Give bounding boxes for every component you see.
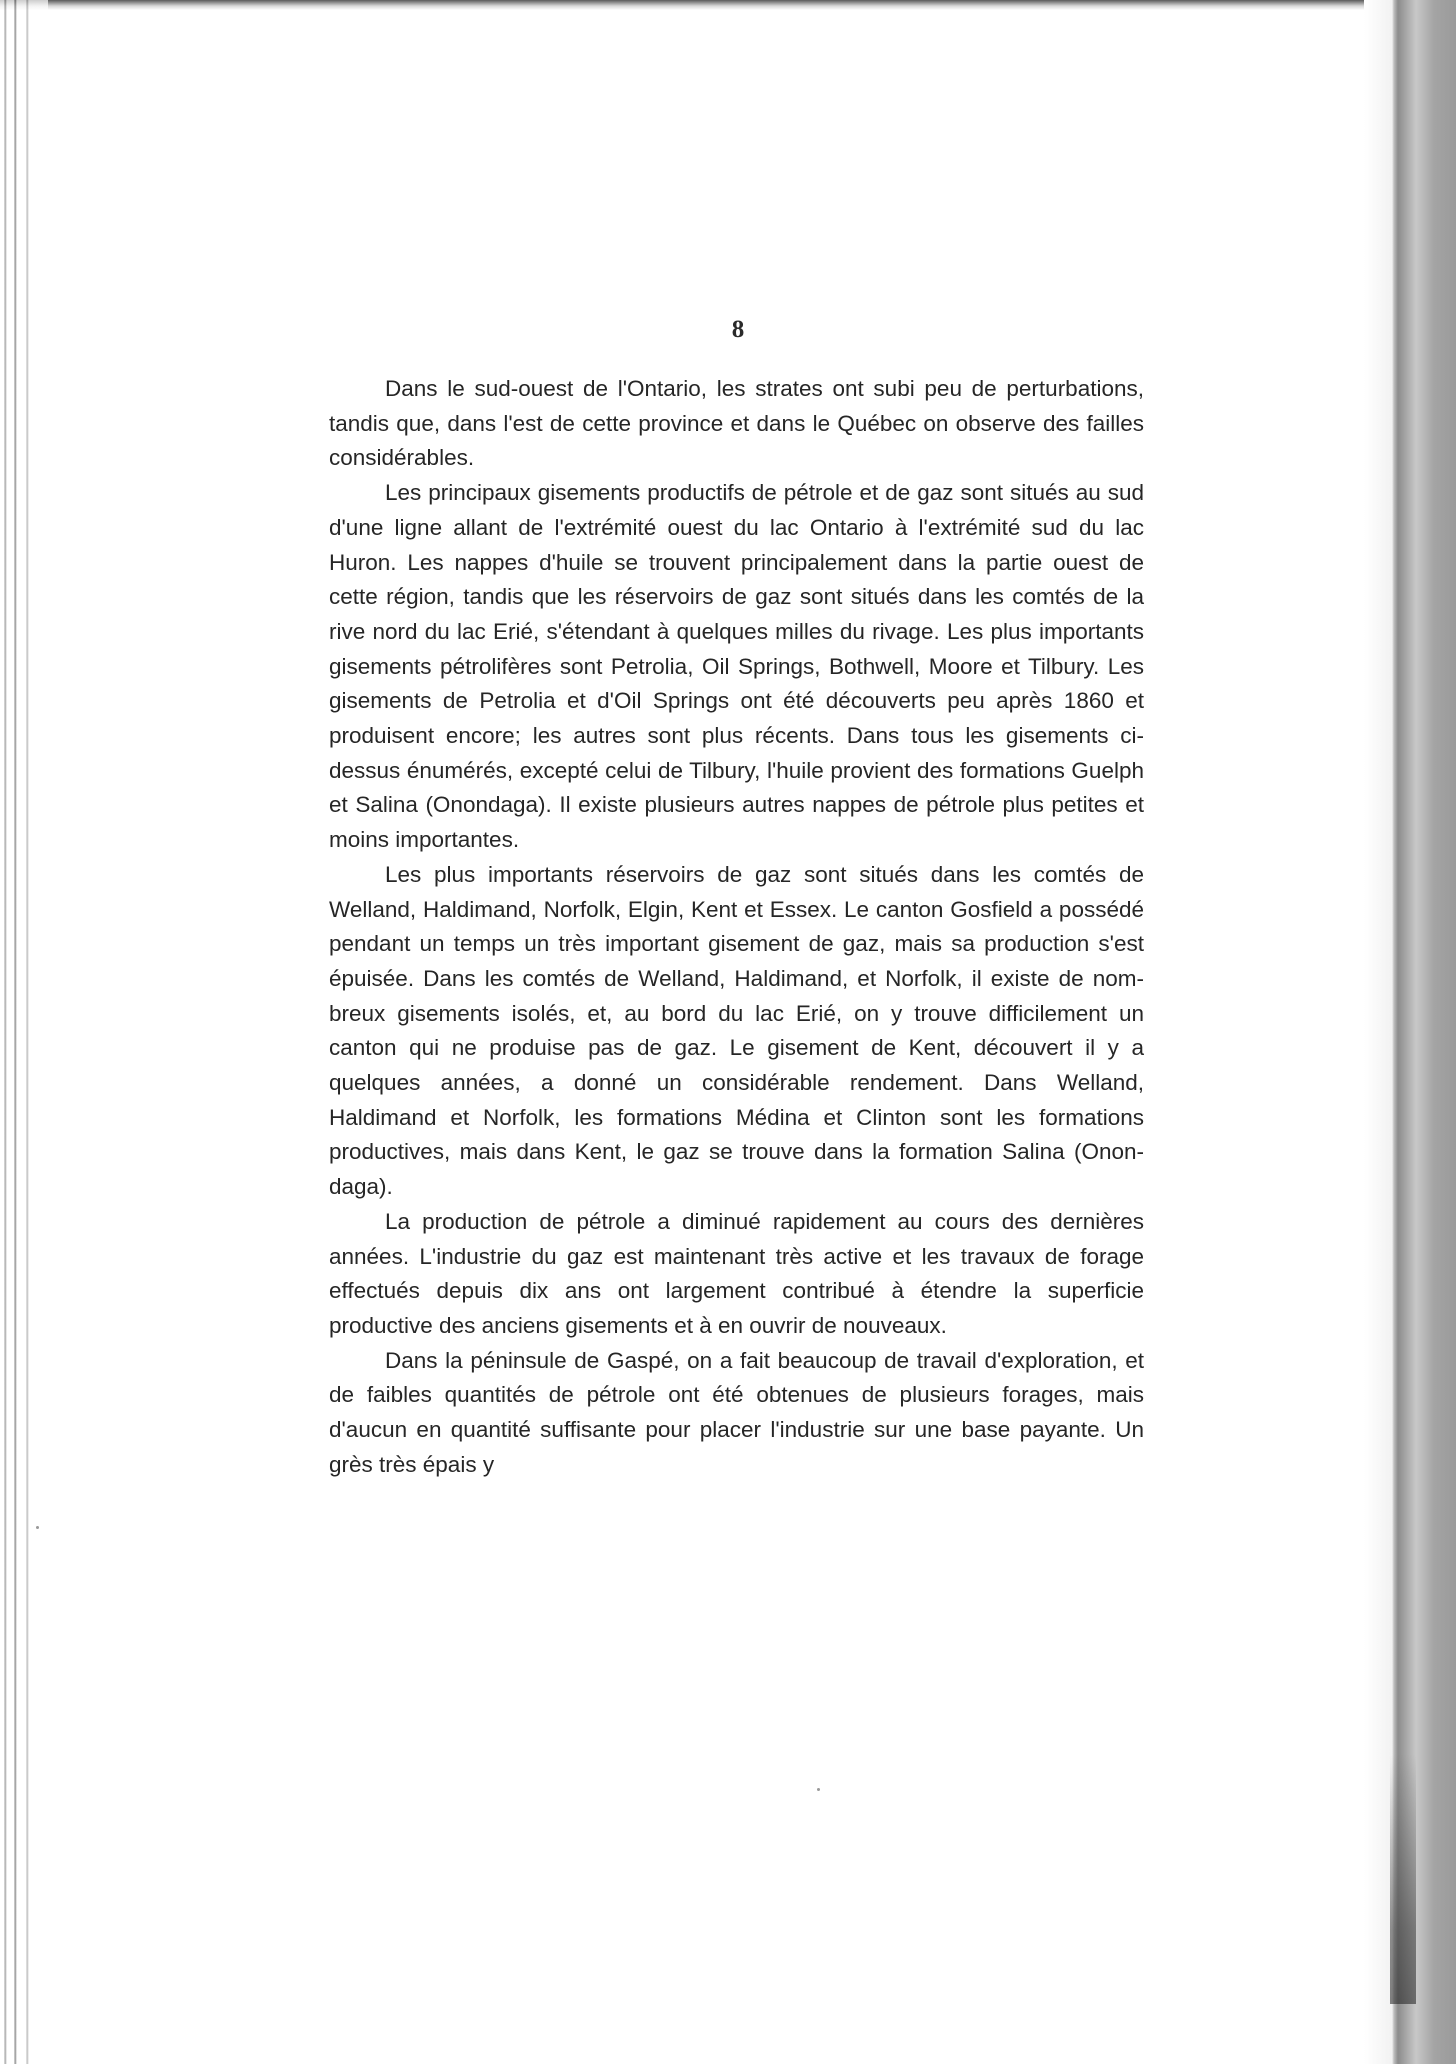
paragraph-4: La production de pétrole a diminué rapidement au cours des dernières années. L'industrie du gaz est maintenant très active et les travaux de forage effectués depuis dix ans ont largement contribué à étendre la superficie productive des anciens gisements et à en ouvrir de nouveaux.: [329, 1208, 1144, 1338]
scan-speck: [817, 1788, 820, 1791]
paragraph-5: Dans la péninsule de Gaspé, on a fait beaucoup de travail d'exploration, et de faibles quantités de pétrole ont été obtenues de plusieurs forages, mais d'aucun en quantité suffisante pour placer l'industrie sur une base payante. Un grès très épais y: [329, 1347, 1144, 1477]
body-text: [329, 372, 1144, 1483]
paragraph-2: Les principaux gisements productifs de pétrole et de gaz sont situés au sud d'une ligne allant de l'extrémité ouest du lac Ontario à l'extrémité sud du lac Huron. Les nappes d'huile se trouvent principalement dans la partie ouest de cette région, tandis que les réservoirs de gaz sont situés dans les comtés de la rive nord du lac Erié, s'étendant à quelques milles du rivage. Les plus importants gisements pétrolifères sont Petrolia, Oil Springs, Bothwell, Moore et Tilbury. Les gisements de Petrolia et d'Oil Springs ont été découverts peu après 1860 et produisent encore; les autres sont plus récents. Dans tous les gisements ci-dessus énumérés, excepté celui de Tilbury, l'huile provient des formations Guelph et Salina (Onondaga). Il existe plusieurs autres nappes de pétrole plus petites et moins importantes.: [329, 480, 1144, 853]
scan-left-edge: [0, 0, 48, 2064]
paragraph-1: Dans le sud-ouest de l'Ontario, les strates ont subi peu de perturbations, tandis que, dans l'est de cette province et dans le Québec on observe des failles considérables.: [329, 376, 1144, 471]
paragraph-3: Les plus importants réservoirs de gaz sont situés dans les comtés de Welland, Haldimand, Norfolk, Elgin, Kent et Essex. Le canton Gosfield a possédé pendant un temps un très important gisement de gaz, mais sa production s'est épuisée. Dans les comtés de Welland, Haldimand, et Norfolk, il existe de nombreux gisements isolés, et, au bord du lac Erié, on y trouve difficilement un canton qui ne produise pas de gaz. Le gisement de Kent, découvert il y a quelques années, a donné un considérable rendement. Dans Welland, Haldimand et Norfolk, les formations Médina et Clinton sont les formations productives, mais dans Kent, le gaz se trouve dans la formation Salina (Onondaga).: [329, 861, 1144, 1200]
page-number: 8: [731, 316, 745, 343]
scan-binding-shadow: [1390, 1754, 1416, 2004]
scan-top-edge: [0, 0, 1456, 10]
scan-speck: [36, 1526, 39, 1529]
